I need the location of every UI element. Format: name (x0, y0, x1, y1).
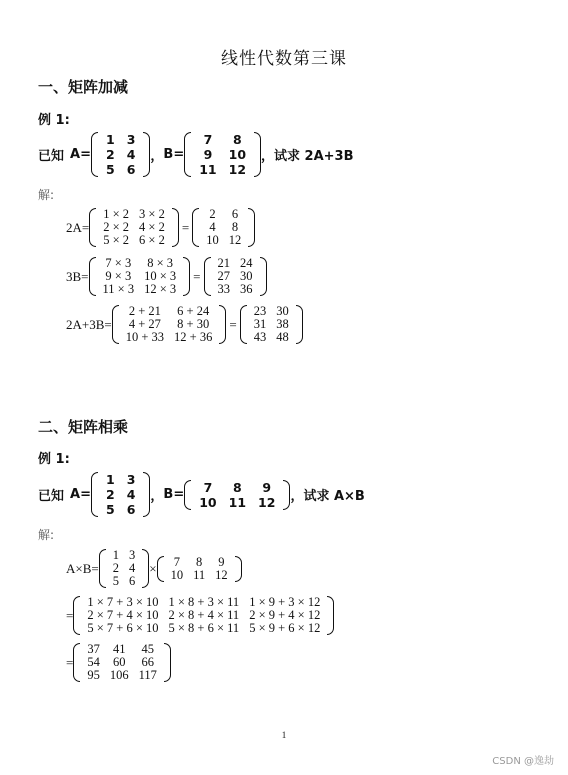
left-bracket (73, 643, 80, 682)
matrix-cell: 23 (253, 304, 267, 318)
matrix-cell: 5 × 7 + 6 × 10 (87, 621, 159, 635)
matrix-b-label: B= (163, 487, 185, 502)
solution-line-3b (66, 257, 267, 296)
matrix-cell: 30 (276, 304, 289, 318)
matrix-cell: 9 (203, 147, 213, 162)
right-bracket (143, 472, 150, 517)
matrix-cell: 2 + 21 (128, 304, 161, 318)
expr-label: 3B= (66, 268, 89, 284)
expr-label: A×B= (66, 560, 99, 576)
left-bracket (91, 472, 98, 517)
matrix-cell: 66 (141, 655, 154, 669)
matrix-cell: 1 (112, 548, 119, 562)
matrix-cell: 7 (203, 479, 213, 495)
left-bracket (89, 257, 96, 296)
matrix-cell: 12 + 36 (174, 330, 213, 344)
matrix-cell: 3 (126, 472, 136, 487)
equals-sign: = (229, 316, 237, 332)
times-sign: × (149, 560, 157, 576)
matrix-cell: 43 (253, 330, 267, 344)
left-bracket (184, 132, 191, 177)
matrix-cell: 2 (209, 207, 216, 221)
matrix-cell: 10 + 33 (125, 330, 165, 344)
right-bracket (164, 643, 171, 682)
expanded-product-matrix (73, 596, 334, 635)
matrix-cell: 4 (209, 220, 216, 234)
matrix-cell: 3 (126, 132, 136, 147)
left-bracket (89, 208, 96, 247)
equals-sign: = (193, 268, 201, 284)
product-setup-line (66, 549, 242, 588)
right-bracket (260, 257, 267, 296)
matrix-cell: 2 × 9 + 4 × 12 (249, 608, 321, 622)
matrix-cell: 37 (87, 642, 100, 656)
left-bracket (73, 596, 80, 635)
watermark: CSDN @逸劫 (492, 756, 554, 767)
matrix-cell: 27 (217, 269, 231, 283)
left-bracket (184, 480, 191, 510)
matrix-a (99, 549, 150, 588)
matrix-a-label: A= (70, 487, 91, 502)
matrix-cell: 11 (193, 567, 206, 582)
matrix-cell: 54 (87, 655, 100, 669)
right-bracket (254, 132, 261, 177)
matrix-cell: 4 (126, 147, 136, 162)
right-bracket (248, 208, 255, 247)
matrix-cell: 33 (217, 282, 231, 296)
matrix-b (184, 132, 261, 177)
result-matrix (204, 257, 267, 296)
problem-given-label: 已知 (38, 149, 65, 164)
result-matrix (192, 208, 255, 247)
right-bracket (183, 257, 190, 296)
matrix-cell: 60 (112, 655, 126, 669)
section2-example-label: 例 1: (38, 452, 70, 467)
expr-label: 2A+3B= (66, 316, 112, 332)
equals-sign: = (66, 654, 74, 670)
expanded-matrix (89, 208, 179, 247)
matrix-cell: 4 (126, 487, 136, 502)
section1-example-label: 例 1: (38, 113, 70, 128)
matrix-cell: 12 (228, 162, 247, 177)
matrix-cell: 3 × 2 (139, 207, 165, 221)
right-bracket (296, 305, 303, 344)
matrix-cell: 31 (253, 317, 267, 331)
matrix-cell: 12 (258, 494, 276, 510)
matrix-cell: 45 (141, 642, 154, 656)
matrix-cell: 9 (218, 554, 225, 569)
comma: ， (150, 489, 164, 504)
expr-label: 2A= (66, 219, 90, 235)
right-bracket (143, 132, 150, 177)
matrix-cell: 38 (276, 317, 289, 331)
matrix-cell: 2 × 7 + 4 × 10 (87, 608, 159, 622)
matrix-cell: 48 (276, 330, 289, 344)
matrix-cell: 10 × 3 (144, 269, 177, 283)
matrix-cell: 106 (109, 668, 129, 682)
matrix-cell: 11 (228, 494, 247, 510)
matrix-cell: 8 (231, 220, 239, 234)
page-number: 1 (281, 730, 287, 740)
left-bracket (204, 257, 211, 296)
matrix-cell: 2 × 8 + 4 × 11 (168, 608, 240, 622)
left-bracket (192, 208, 199, 247)
left-bracket (157, 556, 164, 582)
left-bracket (112, 305, 119, 344)
matrix-cell: 2 (112, 561, 119, 575)
matrix-cell: 6 (126, 162, 136, 177)
matrix-cell: 9 (262, 479, 272, 495)
matrix-cell: 2 × 2 (103, 220, 130, 234)
left-bracket (240, 305, 247, 344)
matrix-cell: 10 (206, 233, 219, 247)
solution-line-2a (66, 208, 255, 247)
solution-line-sum (66, 305, 303, 344)
matrix-b-label: B= (163, 147, 185, 162)
problem-question: ，试求 A×B (290, 489, 365, 504)
matrix-cell: 7 × 3 (105, 256, 132, 270)
matrix-cell: 24 (240, 256, 253, 270)
matrix-a-label: A= (70, 147, 91, 162)
matrix-cell: 5 (105, 162, 115, 177)
comma: ， (150, 149, 164, 164)
matrix-cell: 7 (203, 132, 213, 147)
problem-question: ，试求 2A+3B (261, 149, 354, 164)
matrix-cell: 1 × 9 + 3 × 12 (249, 595, 321, 609)
matrix-cell: 12 (215, 567, 228, 582)
product-result-matrix (73, 643, 171, 682)
expanded-matrix (89, 257, 191, 296)
matrix-cell: 1 × 7 + 3 × 10 (87, 595, 159, 609)
matrix-cell: 12 × 3 (144, 282, 177, 296)
matrix-cell: 8 (195, 554, 203, 569)
right-bracket (172, 208, 179, 247)
matrix-cell: 1 (105, 472, 115, 487)
matrix-cell: 4 + 27 (128, 317, 161, 331)
matrix-cell: 8 + 30 (177, 317, 210, 331)
matrix-cell: 41 (112, 642, 126, 656)
matrix-cell: 1 × 8 + 3 × 11 (168, 595, 240, 609)
right-bracket (235, 556, 242, 582)
matrix-cell: 36 (240, 282, 253, 296)
problem-given-label: 已知 (38, 489, 65, 504)
section1-problem (38, 132, 354, 177)
section1-solution-label: 解: (38, 188, 55, 202)
matrix-cell: 30 (240, 269, 253, 283)
expanded-matrix (112, 305, 227, 344)
matrix-cell: 5 × 9 + 6 × 12 (249, 621, 321, 635)
matrix-a (91, 132, 150, 177)
matrix-cell: 4 (128, 561, 136, 575)
section2-heading: 二、矩阵相乘 (38, 418, 129, 436)
equals-sign: = (181, 219, 190, 235)
matrix-cell: 6 + 24 (177, 304, 210, 318)
matrix-cell: 2 (105, 487, 115, 502)
matrix-cell: 1 (105, 132, 115, 147)
matrix-cell: 1 × 2 (103, 207, 130, 221)
matrix-cell: 12 (228, 233, 242, 247)
section2-solution-label: 解: (38, 528, 55, 542)
matrix-cell: 95 (87, 668, 100, 682)
matrix-cell: 5 × 8 + 6 × 11 (168, 621, 240, 635)
matrix-cell: 11 × 3 (102, 282, 135, 296)
matrix-cell: 3 (128, 548, 136, 562)
matrix-b (157, 556, 242, 582)
matrix-cell: 10 (199, 494, 217, 510)
right-bracket (283, 480, 290, 510)
equals-sign: = (66, 607, 74, 623)
section1-heading: 一、矩阵加减 (38, 78, 129, 96)
left-bracket (91, 132, 98, 177)
matrix-cell: 4 × 2 (139, 220, 165, 234)
matrix-cell: 6 (128, 574, 136, 588)
matrix-cell: 10 (170, 567, 184, 582)
matrix-cell: 11 (199, 162, 217, 177)
document-title: 线性代数第三课 (221, 49, 347, 69)
matrix-a (91, 472, 150, 517)
matrix-cell: 5 (105, 502, 115, 517)
section2-problem (38, 472, 365, 517)
matrix-cell: 6 (126, 502, 136, 517)
matrix-cell: 6 (231, 207, 239, 221)
matrix-cell: 9 × 3 (105, 269, 132, 283)
matrix-cell: 2 (105, 147, 115, 162)
matrix-b (184, 480, 290, 510)
right-bracket (142, 549, 149, 588)
matrix-cell: 7 (173, 554, 180, 569)
matrix-cell: 5 × 2 (103, 233, 130, 247)
matrix-cell: 6 × 2 (139, 233, 165, 247)
matrix-cell: 10 (228, 147, 247, 162)
matrix-cell: 8 (232, 132, 242, 147)
product-expanded-line (66, 596, 334, 635)
matrix-cell: 5 (112, 574, 119, 588)
left-bracket (99, 549, 106, 588)
matrix-cell: 8 (232, 479, 242, 495)
right-bracket (327, 596, 334, 635)
matrix-cell: 8 × 3 (147, 256, 174, 270)
right-bracket (219, 305, 226, 344)
matrix-cell: 117 (138, 668, 157, 682)
result-matrix (240, 305, 303, 344)
product-result-line (66, 643, 171, 682)
matrix-cell: 21 (217, 256, 231, 270)
